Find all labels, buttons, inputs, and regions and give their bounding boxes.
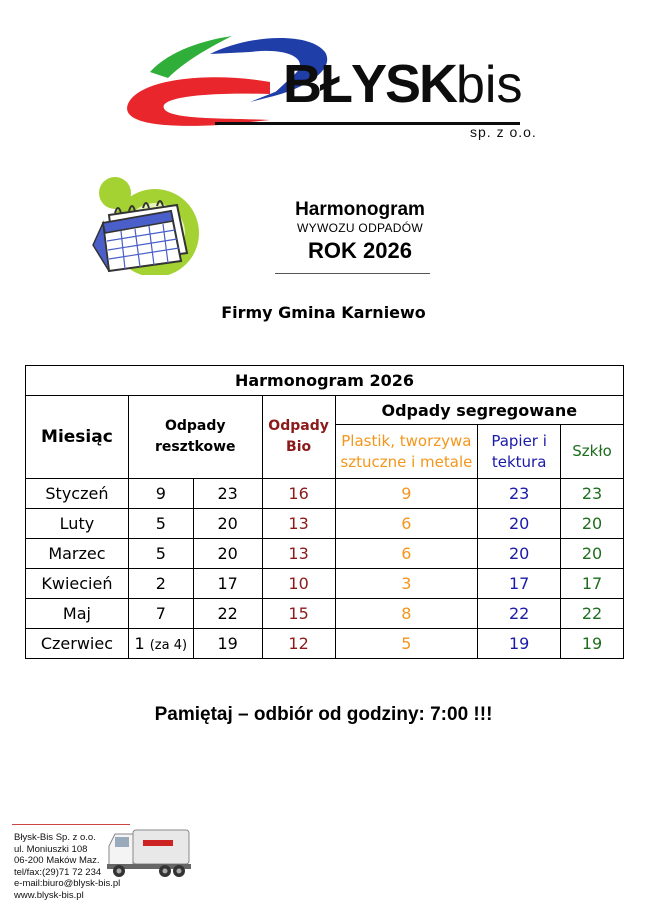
residual-note: (za 4) [149,638,188,653]
table-row [26,569,624,599]
table-title: Harmonogram 2026 [26,366,624,396]
table-row [26,509,624,539]
month-cell: Kwiecień [26,569,129,599]
header-year: ROK 2026 [308,238,412,263]
table-row [26,599,624,629]
segregated-column-header: Odpady segregowane [335,396,623,425]
paper-date: 17 [478,569,561,599]
residual-date-2: 23 [193,479,262,509]
table-row [26,479,624,509]
residual-date-2: 19 [193,629,262,659]
logo-wordmark: BŁYSKbis [283,54,523,114]
bio-date: 15 [262,599,335,629]
glass-date: 20 [561,539,624,569]
residual-date-1: 9 [128,479,193,509]
logo-subtitle: sp. z o.o. [470,124,537,140]
table-row [26,539,624,569]
header-subtitle: WYWOZU ODPADÓW [297,221,423,235]
garbage-truck-icon [103,824,193,880]
bio-date: 13 [262,509,335,539]
plastic-date: 9 [335,479,478,509]
month-cell: Czerwiec [26,629,129,659]
residual-date-1: 5 [128,509,193,539]
plastic-date: 3 [335,569,478,599]
bio-column-header: Odpady Bio [262,396,335,479]
residual-date-1: 1 (za 4) [128,629,193,659]
month-cell: Maj [26,599,129,629]
residual-date-1: 5 [128,539,193,569]
header-title: Harmonogram [295,199,425,220]
month-cell: Luty [26,509,129,539]
glass-date: 23 [561,479,624,509]
footer-website[interactable]: www.blysk-bis.pl [14,889,84,901]
plastic-date: 6 [335,539,478,569]
glass-date: 22 [561,599,624,629]
bio-date: 12 [262,629,335,659]
paper-date: 19 [478,629,561,659]
residual-date-2: 20 [193,509,262,539]
footer-street: ul. Moniuszki 108 [14,843,88,855]
residual-date-2: 22 [193,599,262,629]
pickup-reminder: Pamiętaj – odbiór od godziny: 7:00 !!! [154,704,493,725]
plastic-date: 6 [335,509,478,539]
residual-date-1: 2 [128,569,193,599]
footer-city: 06-200 Maków Maz. [14,855,100,866]
schedule-table [25,365,624,659]
month-cell: Marzec [26,539,129,569]
residual-date-1: 7 [128,599,193,629]
plastic-date: 5 [335,629,478,659]
glass-column-header: Szkło [561,425,624,479]
paper-date: 23 [478,479,561,509]
paper-date: 22 [478,599,561,629]
residual-date-2: 20 [193,539,262,569]
paper-column-header: Papier i tektura [478,425,561,479]
bio-date: 10 [262,569,335,599]
glass-date: 20 [561,509,624,539]
bio-date: 16 [262,479,335,509]
plastic-date: 8 [335,599,478,629]
plastic-column-header: Plastik, tworzywa sztuczne i metale [335,425,478,479]
footer-email[interactable]: e-mail:biuro@blysk-bis.pl [14,878,121,889]
month-cell: Styczeń [26,479,129,509]
residual-column-header: Odpady resztkowe [128,396,262,479]
calendar-icon [85,175,200,275]
bio-date: 13 [262,539,335,569]
firm-title: Firmy Gmina Karniewo [221,303,426,322]
table-row [26,629,624,659]
header-divider [275,273,430,274]
month-column-header: Miesiąc [26,396,129,479]
glass-date: 19 [561,629,624,659]
footer-phone: tel/fax:(29)71 72 234 [14,866,102,878]
residual-date-2: 17 [193,569,262,599]
footer-company: Błysk-Bis Sp. z o.o. [14,832,96,843]
paper-date: 20 [478,509,561,539]
glass-date: 17 [561,569,624,599]
paper-date: 20 [478,539,561,569]
